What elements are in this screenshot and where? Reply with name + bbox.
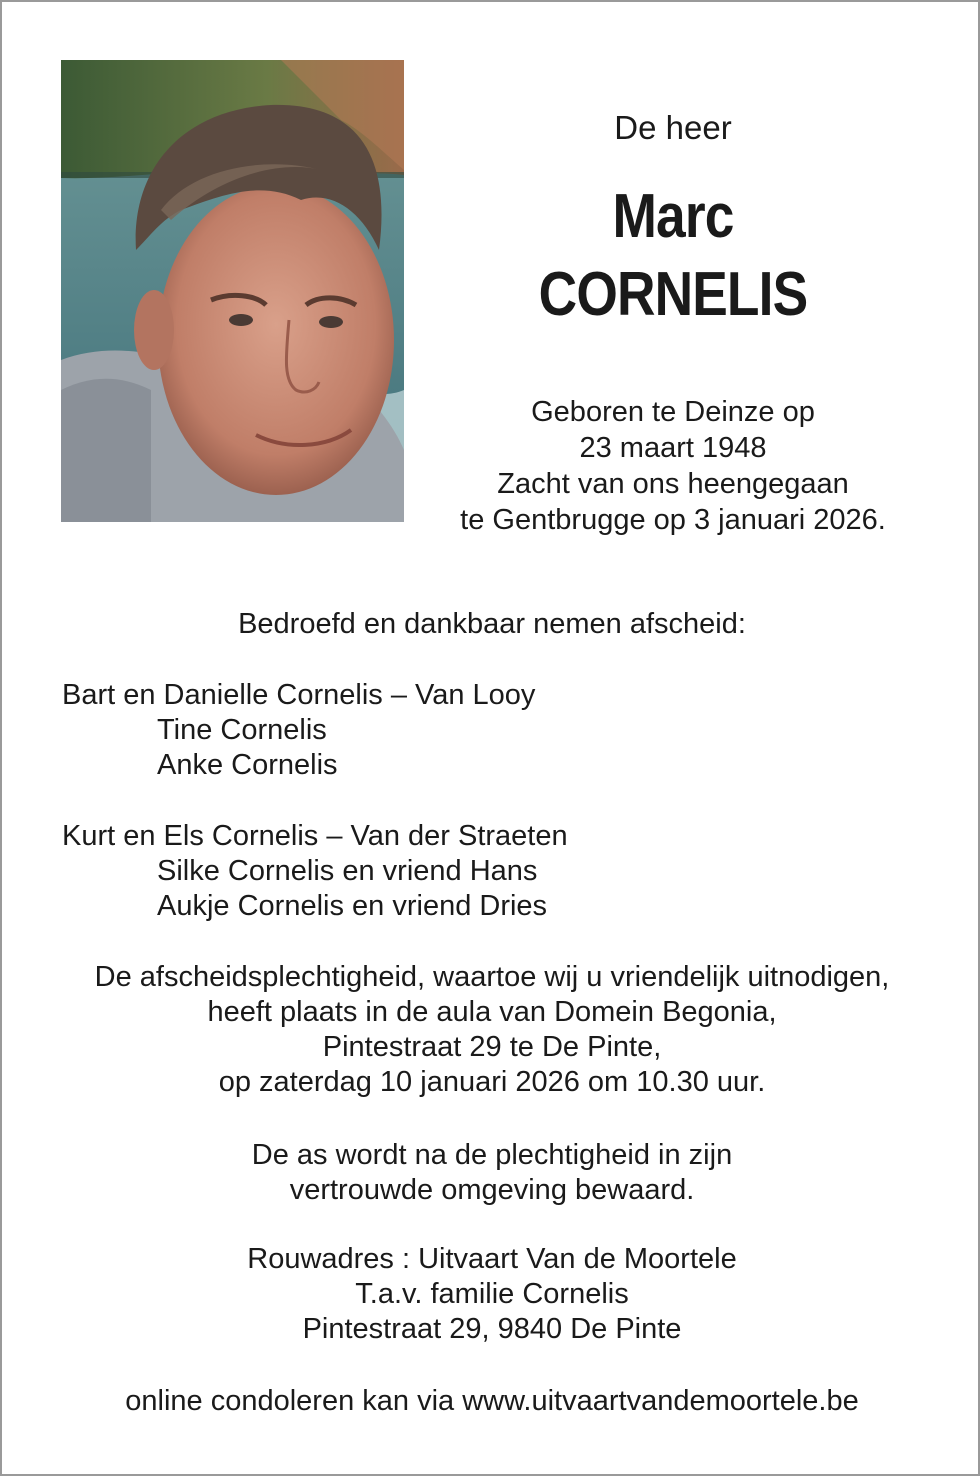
life-info-line: Zacht van ons heengegaan bbox=[497, 468, 849, 500]
mourning-address bbox=[32, 1242, 952, 1347]
family-child: Silke Cornelis en vriend Hans bbox=[157, 855, 538, 887]
last-name: CORNELIS bbox=[538, 260, 808, 329]
address-line: Rouwadres : Uitvaart Van de Moortele bbox=[247, 1243, 737, 1275]
ceremony-details bbox=[32, 960, 952, 1100]
family-head: Kurt en Els Cornelis – Van der Straeten bbox=[62, 820, 568, 852]
portrait-photo bbox=[61, 60, 404, 522]
family-child: Tine Cornelis bbox=[157, 714, 327, 746]
title-prefix: De heer bbox=[614, 109, 732, 146]
address-line: T.a.v. familie Cornelis bbox=[355, 1278, 629, 1310]
family-head: Bart en Danielle Cornelis – Van Looy bbox=[62, 679, 536, 711]
life-info-line: Geboren te Deinze op bbox=[531, 396, 815, 428]
first-name: Marc bbox=[612, 182, 734, 251]
family-child: Anke Cornelis bbox=[157, 749, 338, 781]
farewell-intro bbox=[32, 607, 952, 642]
ashes-line: De as wordt na de plechtigheid in zijn bbox=[251, 1139, 733, 1171]
ashes-note bbox=[32, 1138, 952, 1208]
farewell-intro-text: Bedroefd en dankbaar nemen afscheid: bbox=[238, 608, 746, 640]
name-header bbox=[422, 106, 924, 332]
life-info-line: te Gentbrugge op 3 januari 2026. bbox=[460, 504, 886, 536]
ceremony-line: op zaterdag 10 januari 2026 om 10.30 uur. bbox=[218, 1066, 766, 1098]
address-line: Pintestraat 29, 9840 De Pinte bbox=[302, 1313, 682, 1345]
online-condolence-text: online condoleren kan via www.uitvaartvandemoortele.be bbox=[125, 1385, 859, 1417]
family-child: Aukje Cornelis en vriend Dries bbox=[157, 890, 548, 922]
family-group bbox=[62, 678, 922, 783]
life-info bbox=[422, 394, 924, 538]
online-condolence bbox=[32, 1384, 952, 1419]
ceremony-line: De afscheidsplechtigheid, waartoe wij u vriendelijk uitnodigen, bbox=[94, 961, 890, 993]
ashes-line: vertrouwde omgeving bewaard. bbox=[289, 1174, 695, 1206]
ceremony-line: Pintestraat 29 te De Pinte, bbox=[322, 1031, 662, 1063]
family-group bbox=[62, 819, 922, 924]
life-info-line: 23 maart 1948 bbox=[579, 432, 767, 464]
ceremony-line: heeft plaats in de aula van Domein Begonia, bbox=[207, 996, 777, 1028]
